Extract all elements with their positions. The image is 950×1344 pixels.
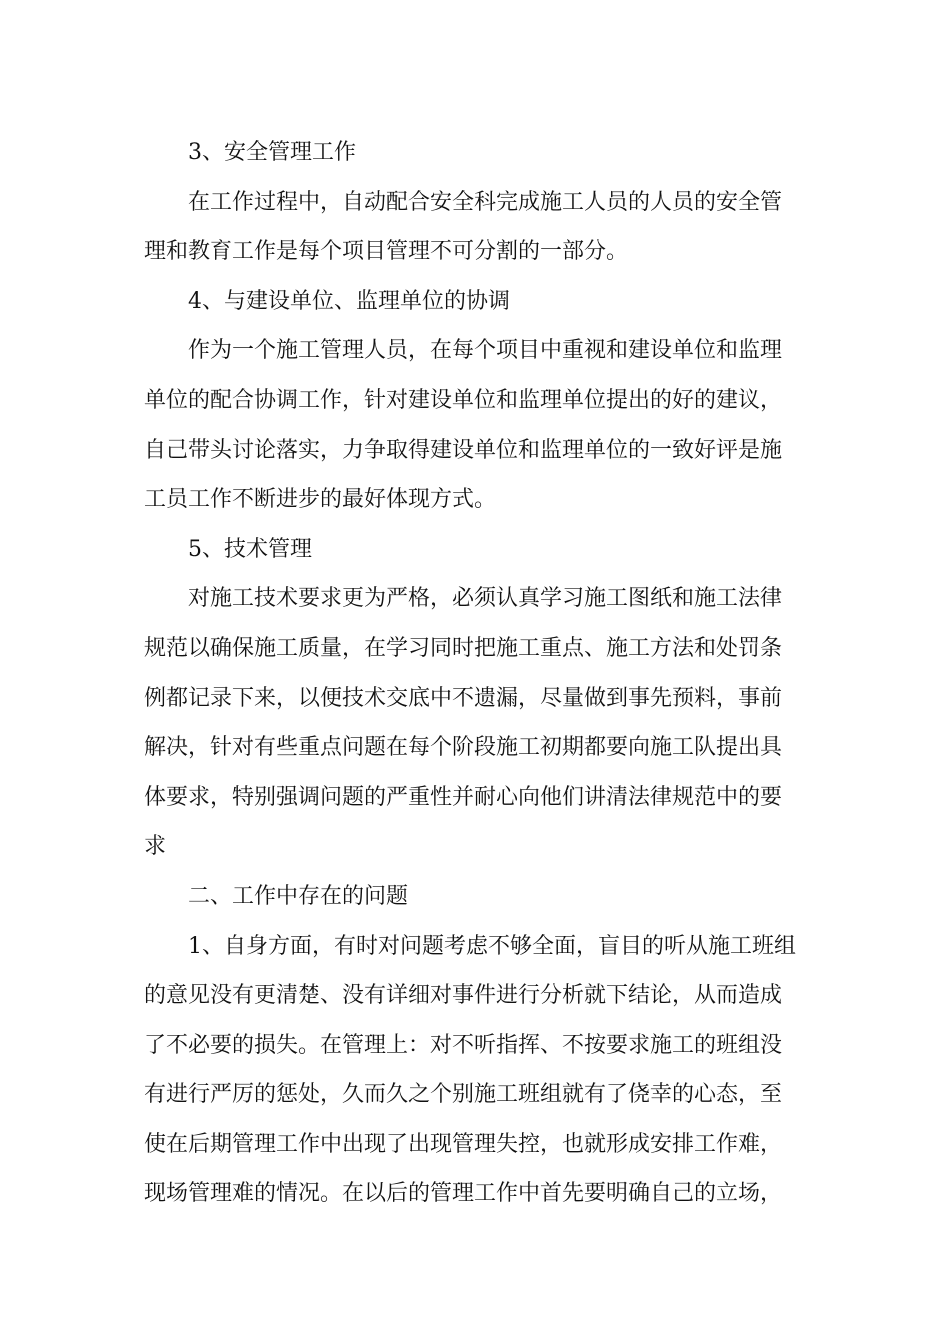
paragraph-line: 体要求，特别强调问题的严重性并耐心向他们讲清法律规范中的要 [144, 784, 783, 810]
section-heading [144, 872, 809, 922]
paragraph-line: 有进行严厉的惩处，久而久之个别施工班组就有了侥幸的心态，至 [144, 1082, 783, 1108]
paragraph-line: 使在后期管理工作中出现了出现管理失控，也就形成安排工作难， [144, 1131, 783, 1157]
section-heading [144, 128, 809, 178]
paragraph [144, 574, 809, 872]
section-heading [144, 277, 809, 327]
paragraph-line: 规范以确保施工质量，在学习同时把施工重点、施工方法和处罚条 [144, 635, 783, 661]
heading-text: 4、与建设单位、监理单位的协调 [188, 288, 510, 314]
paragraph-line: 作为一个施工管理人员，在每个项目中重视和建设单位和监理 [188, 338, 783, 364]
paragraph-line: 求 [144, 834, 167, 860]
paragraph-line: 了不必要的损失。在管理上：对不听指挥、不按要求施工的班组没 [144, 1032, 783, 1058]
paragraph-line: 理和教育工作是每个项目管理不可分割的一部分。 [144, 239, 629, 265]
paragraph-line: 在工作过程中，自动配合安全科完成施工人员的人员的安全管 [188, 189, 783, 215]
paragraph-line: 单位的配合协调工作，针对建设单位和监理单位提出的好的建议， [144, 387, 783, 413]
paragraph [144, 326, 809, 524]
paragraph-line: 的意见没有更清楚、没有详细对事件进行分析就下结论，从而造成 [144, 983, 783, 1009]
paragraph [144, 178, 809, 277]
heading-text: 5、技术管理 [188, 536, 312, 562]
paragraph-line: 现场管理难的情况。在以后的管理工作中首先要明确自己的立场， [144, 1181, 783, 1207]
paragraph-line: 自己带头讨论落实，力争取得建设单位和监理单位的一致好评是施 [144, 437, 783, 463]
heading-text: 3、安全管理工作 [188, 140, 356, 165]
paragraph-line: 例都记录下来，以便技术交底中不遗漏，尽量做到事先预料，事前 [144, 685, 783, 711]
section-heading [144, 525, 809, 575]
paragraph-line: 对施工技术要求更为严格，必须认真学习施工图纸和施工法律 [188, 586, 783, 612]
paragraph [144, 922, 809, 1220]
paragraph-line: 工员工作不断进步的最好体现方式。 [144, 487, 497, 513]
heading-text: 二、工作中存在的问题 [188, 883, 409, 909]
paragraph-line: 解决，针对有些重点问题在每个阶段施工初期都要向施工队提出具 [144, 735, 783, 761]
paragraph-line: 1、自身方面，有时对问题考虑不够全面，盲目的听从施工班组 [188, 933, 796, 959]
document-body [144, 128, 809, 1219]
document-page [144, 128, 809, 1219]
